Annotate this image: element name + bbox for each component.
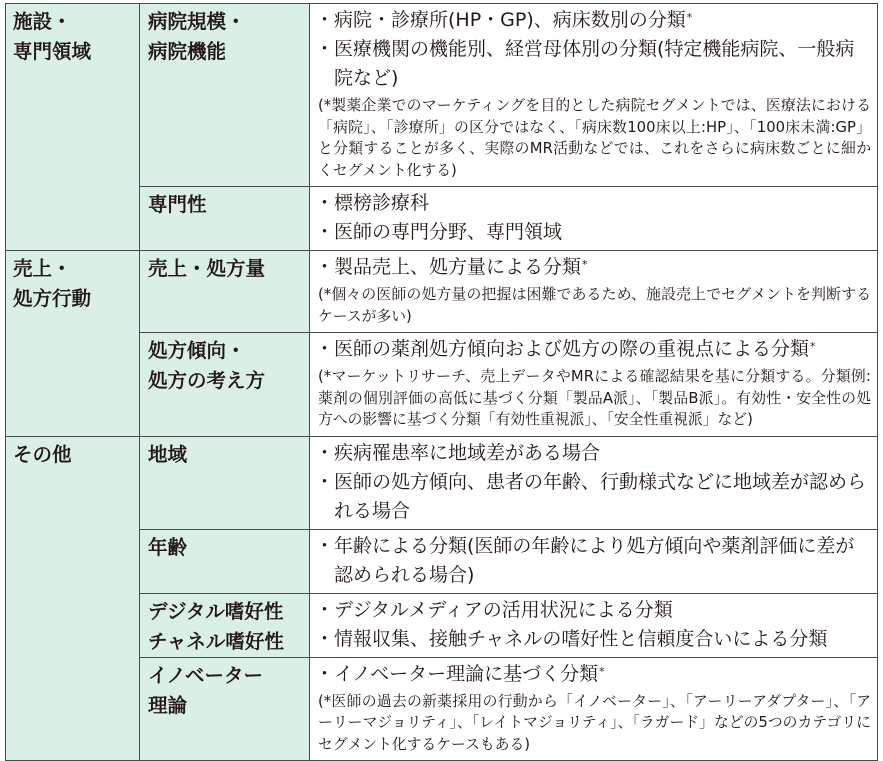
subcategory-cell bbox=[140, 657, 310, 761]
subcategory-label: イノベーター bbox=[148, 663, 264, 687]
subcategory-label: 理論 bbox=[148, 693, 188, 717]
footnote-mark: * bbox=[582, 258, 588, 271]
table-row bbox=[6, 436, 878, 529]
table-row bbox=[6, 251, 878, 333]
bullet-item bbox=[318, 253, 871, 282]
bullet-text: 年齢による分類(医師の年齢により処方傾向や薬剤評価に差が認められる場合) bbox=[334, 534, 855, 586]
bullet-item bbox=[318, 625, 871, 654]
description-cell bbox=[310, 593, 878, 657]
description-cell bbox=[310, 333, 878, 437]
description-cell bbox=[310, 657, 878, 761]
table-row bbox=[6, 4, 878, 187]
subcategory-cell bbox=[140, 187, 310, 251]
bullet-item bbox=[318, 35, 871, 93]
footnote-text: (*マーケットリサーチ、売上データやMRによる確認結果を基に分類する。分類例:薬剤の個別評価の高低に基づく分類「製品A派」、「製品B派」。有効性・安全性の処方への影響に基づく分類「有効性重視派」、「安全性重視派」など) bbox=[318, 368, 871, 428]
subcategory-label: チャネル嗜好性 bbox=[148, 629, 284, 653]
subcategory-label: 地域 bbox=[148, 442, 188, 466]
bullet-text: 情報収集、接触チャネルの嗜好性と信頼度合いによる分類 bbox=[334, 627, 828, 650]
subcategory-cell bbox=[140, 251, 310, 333]
footnote-mark: * bbox=[686, 11, 693, 24]
bullet-item bbox=[318, 660, 871, 689]
subcategory-cell bbox=[140, 593, 310, 657]
bullet-item bbox=[318, 6, 871, 35]
segmentation-table bbox=[5, 3, 878, 761]
bullet-text: 医療機関の機能別、経営母体別の分類(特定機能病院、一般病院など) bbox=[334, 38, 855, 89]
subcategory-label: 処方の考え方 bbox=[148, 369, 266, 392]
bullet-text: デジタルメディアの活用状況による分類 bbox=[334, 598, 673, 621]
description-cell bbox=[310, 251, 878, 333]
category-label: その他 bbox=[13, 442, 72, 466]
category-label: 売上・ bbox=[13, 257, 72, 280]
category-cell bbox=[6, 436, 140, 761]
segmentation-table-body bbox=[6, 4, 878, 761]
bullet-item bbox=[318, 335, 871, 364]
bullet-item bbox=[318, 532, 871, 590]
subcategory-cell bbox=[140, 333, 310, 437]
footnote-mark: * bbox=[599, 664, 605, 678]
description-cell bbox=[310, 436, 878, 529]
subcategory-label: 年齢 bbox=[148, 535, 188, 559]
bullet-item bbox=[318, 596, 871, 625]
bullet-item bbox=[318, 218, 871, 247]
footnote-text: (*個々の医師の処方量の把握は困難であるため、施設売上でセグメントを判断するケースが多い) bbox=[318, 286, 871, 325]
subcategory-cell bbox=[140, 436, 310, 529]
category-cell bbox=[6, 251, 140, 437]
bullet-item bbox=[318, 468, 871, 526]
subcategory-label: 処方傾向・ bbox=[148, 339, 246, 362]
bullet-text: 標榜診療科 bbox=[334, 192, 430, 214]
description-cell bbox=[310, 187, 878, 251]
footnote-text: (*製薬企業でのマーケティングを目的とした病院セグメントでは、医療法における「病院」、「診療所」の区分ではなく、「病床数100床以上:HP」、「100床未満:GP」と分類することが多く、実際のMR活動などでは、これをさらに病床数ごとに細かくセグメント化する) bbox=[318, 97, 871, 179]
category-label: 施設・ bbox=[13, 10, 72, 33]
subcategory-cell bbox=[140, 4, 310, 187]
description-cell bbox=[310, 529, 878, 593]
footnote-mark: * bbox=[810, 340, 816, 353]
category-label: 専門領域 bbox=[13, 40, 92, 63]
category-label: 処方行動 bbox=[13, 287, 92, 310]
subcategory-label: 売上・処方量 bbox=[148, 257, 266, 280]
bullet-item bbox=[318, 439, 871, 468]
subcategory-label: 病院機能 bbox=[148, 40, 227, 63]
bullet-text: 医師の処方傾向、患者の年齢、行動様式などに地域差が認められる場合 bbox=[334, 470, 867, 522]
category-cell bbox=[6, 4, 140, 251]
bullet-text: イノベーター理論に基づく分類 bbox=[334, 662, 599, 685]
bullet-item bbox=[318, 189, 871, 218]
bullet-text: 疾病罹患率に地域差がある場合 bbox=[334, 441, 601, 464]
bullet-text: 病院・診療所(HP・GP)、病床数別の分類 bbox=[334, 9, 686, 31]
bullet-text: 医師の専門分野、専門領域 bbox=[334, 221, 563, 243]
subcategory-label: 専門性 bbox=[148, 193, 207, 216]
subcategory-label: デジタル嗜好性 bbox=[148, 599, 284, 623]
bullet-text: 製品売上、処方量による分類 bbox=[334, 256, 582, 278]
subcategory-label: 病院規模・ bbox=[148, 10, 246, 33]
footnote-text: (*医師の過去の新薬採用の行動から「イノベーター」、「アーリーアダプター」、「アーリーマジョリティ」、「レイトマジョリティ」、「ラガード」などの5つのカテゴリにセグメント化するケースもある) bbox=[318, 692, 871, 753]
bullet-text: 医師の薬剤処方傾向および処方の際の重視点による分類 bbox=[334, 338, 810, 360]
description-cell bbox=[310, 4, 878, 187]
subcategory-cell bbox=[140, 529, 310, 593]
